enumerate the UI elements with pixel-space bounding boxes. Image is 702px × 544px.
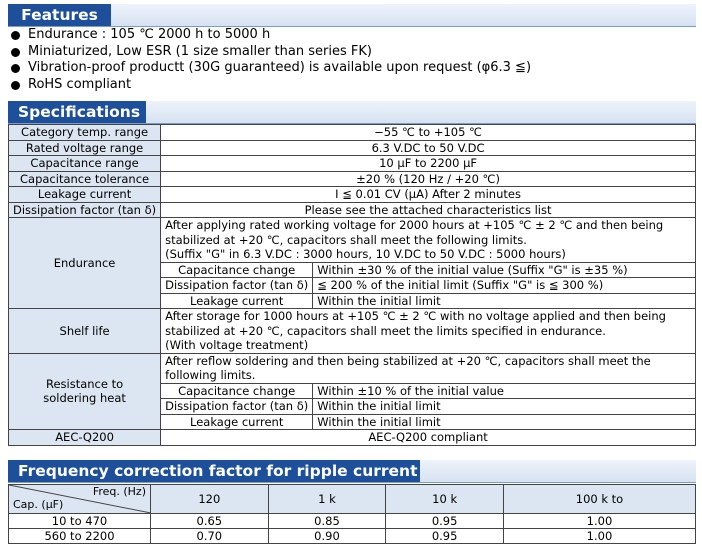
cap-range: 560 to 2200 (9, 529, 151, 544)
aec-label: AEC-Q200 (9, 430, 161, 446)
endurance-row (9, 218, 696, 263)
limit-value: Within the initial limit (313, 414, 696, 430)
limit-value: ≦ 200 % of the initial limit (Suffix "G" is ≦ 300 %) (313, 278, 696, 294)
table-row (9, 514, 696, 529)
soldering-row (9, 353, 696, 383)
freq-cap-corner-cell (9, 485, 151, 514)
factor-value: 1.00 (503, 529, 695, 544)
shelf-life-row (9, 309, 696, 354)
spec-label: Capacitance tolerance (9, 171, 161, 187)
cap-axis-label: Cap. (μF) (13, 498, 64, 511)
feature-text: Vibration-proof productt (30G guaranteed) is available upon request (φ6.3 ≦) (28, 60, 532, 75)
freq-column-header: 1 k (268, 485, 386, 514)
factor-value: 0.70 (151, 529, 269, 544)
desc-line: After storage for 1000 hours at +105 ℃ ± 2 ℃ with no voltage applied and then being (165, 309, 666, 323)
aec-value: AEC-Q200 compliant (161, 430, 696, 446)
spec-row (9, 156, 696, 172)
bullet-icon (11, 48, 20, 57)
freq-column-header: 100 k to (503, 485, 695, 514)
spec-row (9, 171, 696, 187)
spec-label: Leakage current (9, 187, 161, 203)
limit-item: Dissipation factor (tan δ) (161, 399, 313, 415)
factor-value: 0.85 (268, 514, 386, 529)
specifications-table (8, 124, 696, 446)
shelf-life-description (161, 309, 696, 354)
specifications-title: Specifications (8, 101, 146, 123)
spec-row (9, 202, 696, 218)
factor-value: 0.95 (386, 529, 504, 544)
frequency-header-row (9, 485, 696, 514)
features-list (10, 27, 531, 93)
bullet-icon (11, 31, 20, 40)
limit-item: Leakage current (161, 414, 313, 430)
limit-value: Within the initial limit (313, 293, 696, 309)
spec-value: 10 μF to 2200 μF (161, 156, 696, 172)
spec-label: Category temp. range (9, 125, 161, 141)
cap-range: 10 to 470 (9, 514, 151, 529)
feature-text: Miniaturized, Low ESR (1 size smaller than series FK) (28, 43, 372, 59)
desc-line: following limits. (165, 368, 256, 382)
aec-row (9, 430, 696, 446)
feature-text: RoHS compliant (28, 76, 132, 92)
feature-item (10, 60, 531, 77)
soldering-label (9, 353, 161, 430)
freq-column-header: 10 k (386, 485, 504, 514)
freq-axis-label: Freq. (Hz) (92, 485, 146, 498)
specifications-header (8, 101, 696, 124)
frequency-table (8, 484, 696, 544)
spec-row (9, 187, 696, 203)
desc-line: stabilized at +20 ℃, capacitors shall meet the limits specified in endurance. (165, 323, 606, 338)
feature-item (10, 27, 531, 44)
limit-value: Within ±10 % of the initial value (313, 383, 696, 399)
spec-value: ±20 % (120 Hz / +20 ℃) (161, 171, 696, 187)
desc-line: (With voltage treatment) (165, 338, 309, 352)
table-row (9, 529, 696, 544)
limit-item: Leakage current (161, 293, 313, 309)
shelf-life-label: Shelf life (9, 309, 161, 354)
factor-value: 0.90 (268, 529, 386, 544)
spec-value: Please see the attached characteristics list (161, 202, 696, 218)
feature-item (10, 77, 531, 94)
spec-value: 6.3 V.DC to 50 V.DC (161, 140, 696, 156)
label-line: Resistance to (45, 376, 124, 391)
freq-column-header: 120 (151, 485, 269, 514)
limit-value: Within the initial limit (313, 399, 696, 415)
desc-line: After applying rated working voltage for 2000 hours at +105 ℃ ± 2 ℃ and then being (165, 218, 664, 232)
spec-label: Rated voltage range (9, 140, 161, 156)
feature-text: Endurance : 105 ℃ 2000 h to 5000 h (28, 27, 271, 42)
spec-value: −55 ℃ to +105 ℃ (161, 125, 696, 141)
features-title: Features (8, 4, 111, 26)
spec-label: Dissipation factor (tan δ) (9, 202, 161, 218)
frequency-header (8, 460, 696, 483)
spec-row (9, 140, 696, 156)
feature-item (10, 44, 531, 61)
desc-line: (Suffix "G" in 6.3 V.DC : 3000 hours, 10 V.DC to 50 V.DC : 5000 hours) (165, 247, 566, 261)
endurance-description (161, 218, 696, 263)
limit-value: Within ±30 % of the initial value (Suffix "G" is ±35 %) (313, 262, 696, 278)
desc-line: After reflow soldering and then being stabilized at +20 ℃, capacitors shall meet the (165, 353, 651, 368)
limit-item: Capacitance change (161, 383, 313, 399)
endurance-label: Endurance (9, 218, 161, 309)
spec-row (9, 125, 696, 141)
bullet-icon (11, 81, 20, 90)
spec-value: I ≦ 0.01 CV (μA) After 2 minutes (161, 187, 696, 203)
desc-line: stabilized at +20 ℃, capacitors shall meet the following limits. (165, 232, 527, 247)
factor-value: 0.65 (151, 514, 269, 529)
factor-value: 1.00 (503, 514, 695, 529)
bullet-icon (11, 64, 20, 73)
limit-item: Dissipation factor (tan δ) (161, 278, 313, 294)
features-header (8, 4, 696, 27)
limit-item: Capacitance change (161, 262, 313, 278)
soldering-description (161, 353, 696, 383)
factor-value: 0.95 (386, 514, 504, 529)
frequency-title: Frequency correction factor for ripple current (8, 460, 420, 482)
spec-label: Capacitance range (9, 156, 161, 172)
label-line: soldering heat (43, 391, 126, 406)
